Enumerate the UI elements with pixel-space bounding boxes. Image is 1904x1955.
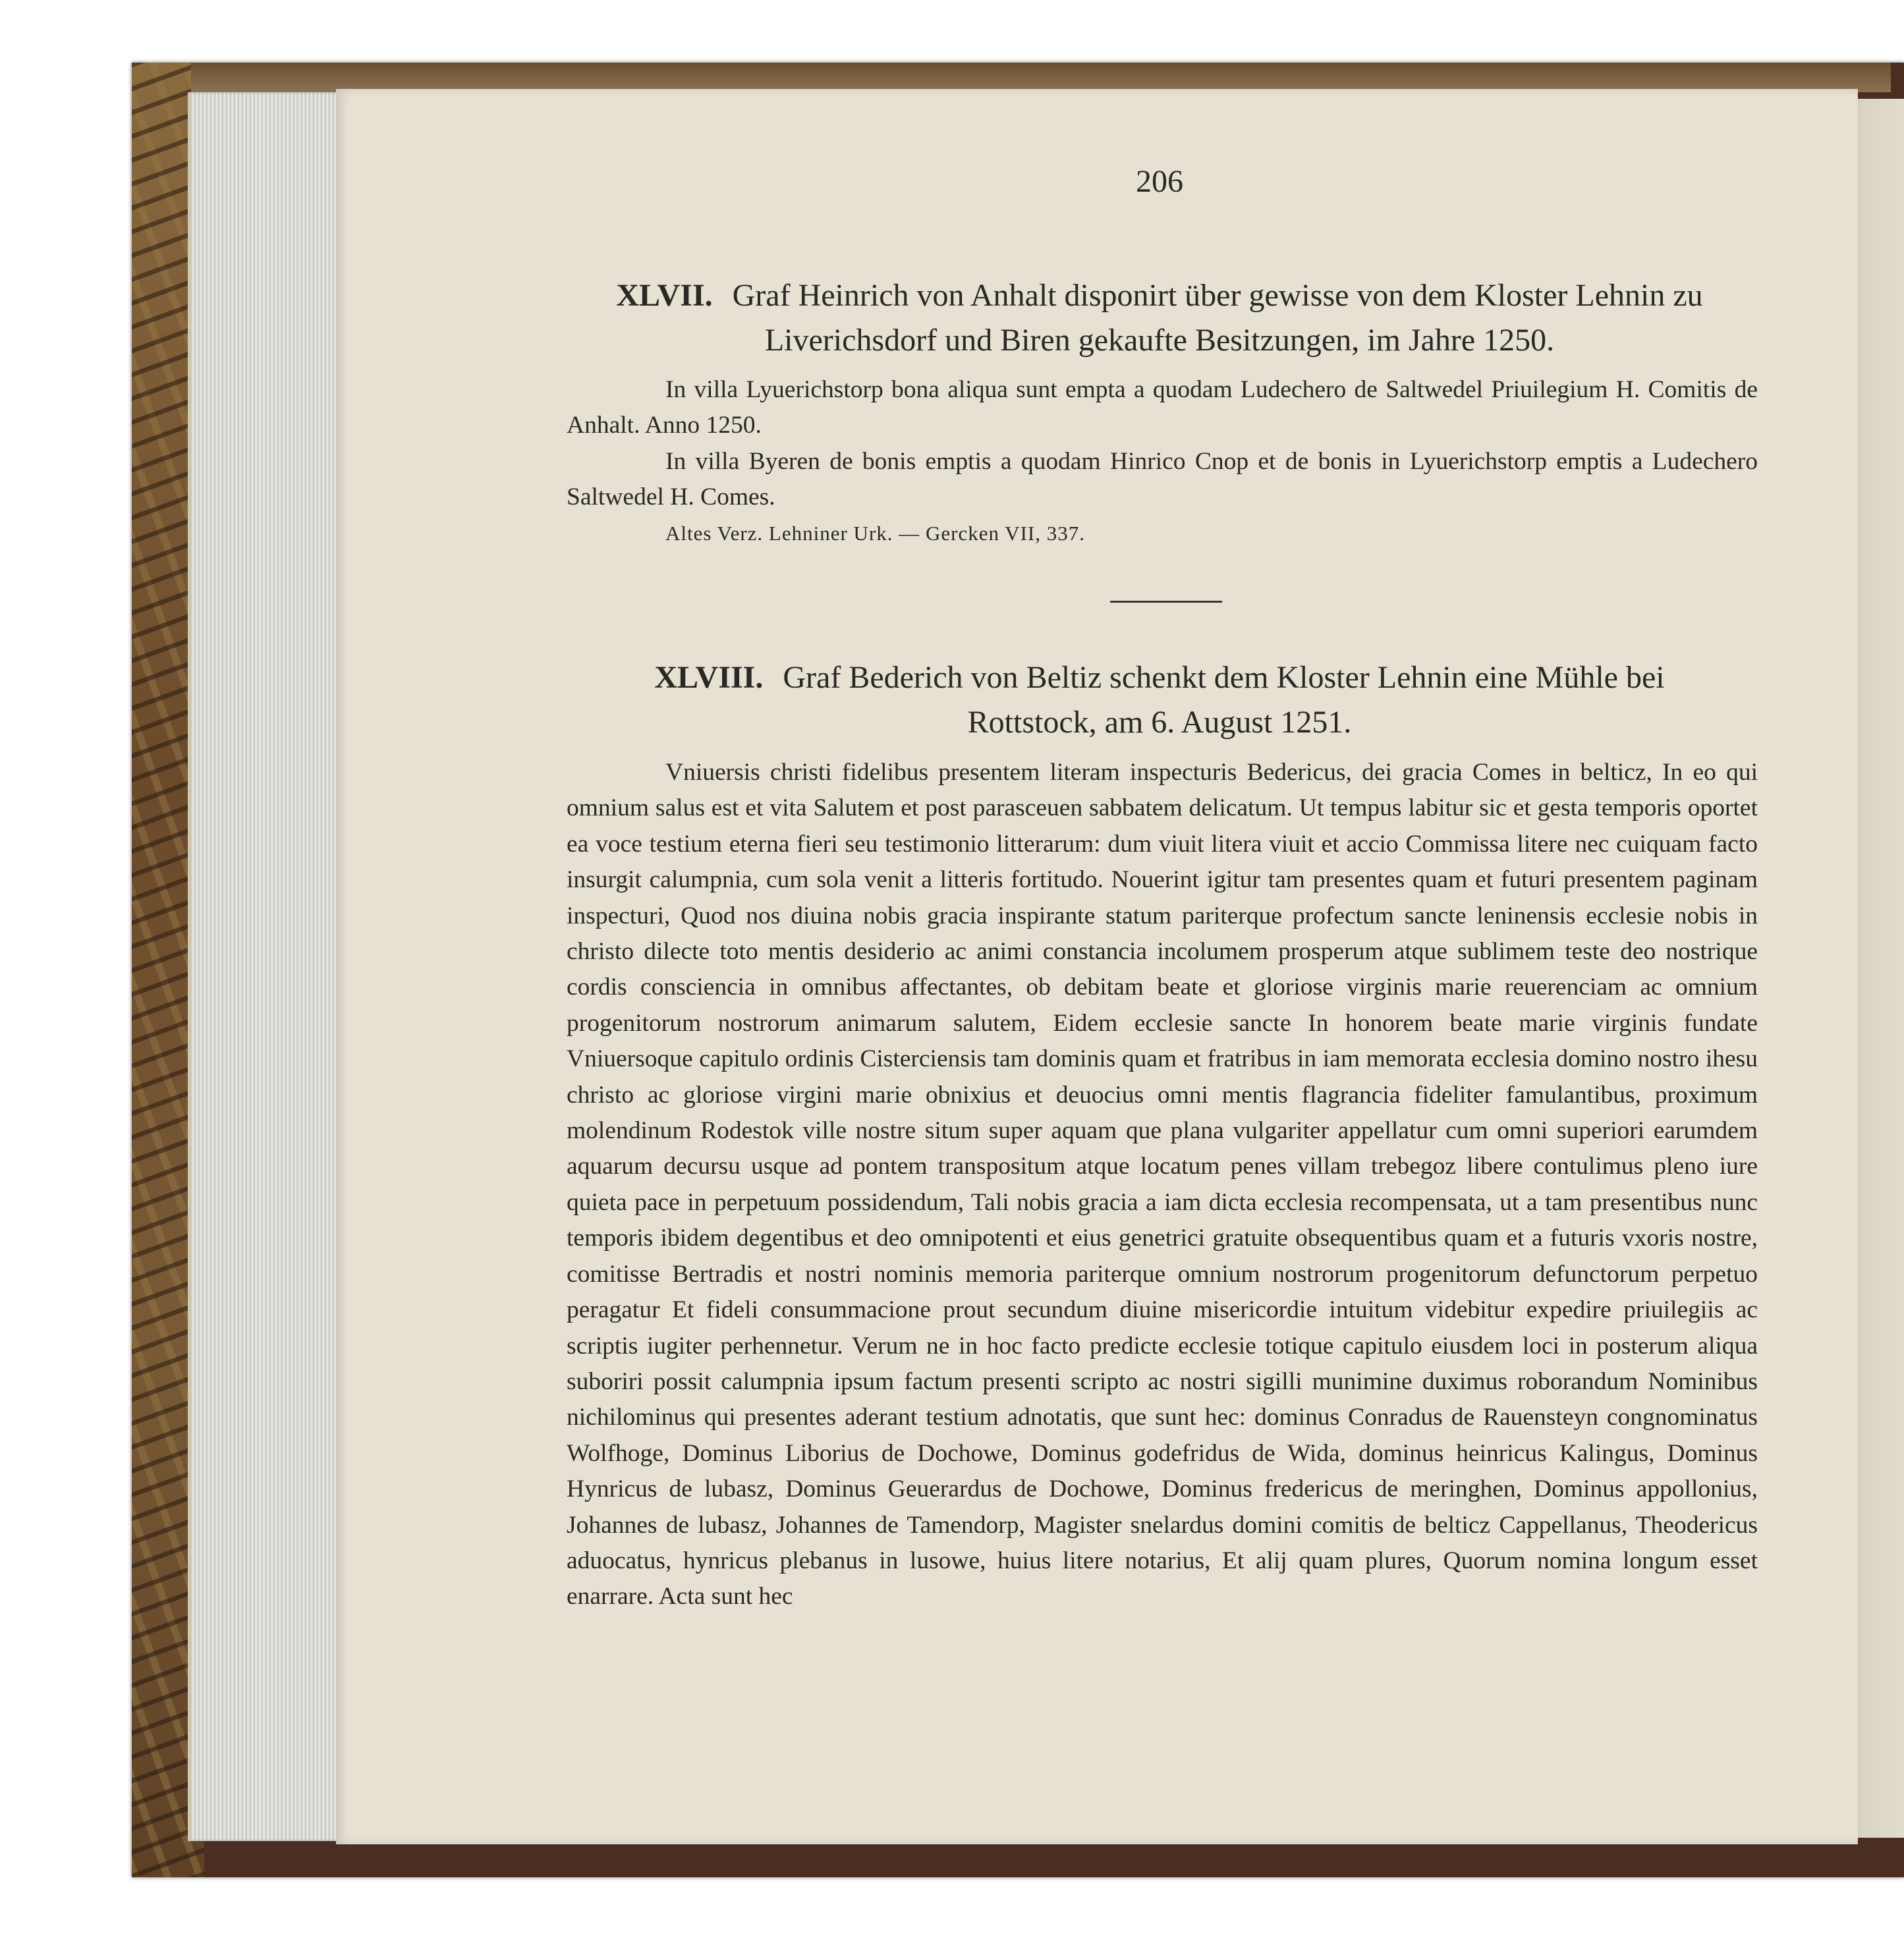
charter-47-source: Altes Verz. Lehniner Urk. — Gercken VII, 337. [665,522,1085,545]
charter-47-paragraph-2: In villa Byeren de bonis emptis a quodam Hinrico Cnop et de bonis in Lyuerichstorp emptis a Ludechero Saltwedel H. Comes. [567,448,1758,511]
charter-47-title: Graf Heinrich von Anhalt disponirt über gewisse von dem Kloster Lehnin zu Liverichsdorf und Biren gekaufte Besitzungen, im Jahre 1250. [732,278,1703,358]
page-number: 206 [1136,164,1183,199]
charter-47-paragraph-1: In villa Lyuerichstorp bona aliqua sunt empta a quodam Ludechero de Saltwedel Priuilegium H. Comitis de Anhalt. Anno 1250. [567,376,1758,439]
cover-top-edge [191,63,1891,92]
charter-48-numeral: XLVIII. [654,660,764,695]
charter-47-numeral: XLVII. [616,278,713,313]
charter-48-body: Vniuersis christi fidelibus presentem literam inspecturis Bedericus, dei gracia Comes in belticz, In eo qui omnium salus est et vita Salutem et post parasceuen sabbatem delicatum. Ut tempus labitur sic et gesta temporis oportet ea voce testium eterna fieri seu testimonio litterarum: dum viuit litera viuit et accio Commissa litere nec cuiquam facto insurgit calumpnia, cum sola venit a litteris fortitudo. Nouerint igitur tam presentes quam et futuri presentem paginam inspecturi, Quod nos diuina nobis gracia inspirante statum pariterque profectum sancte leninensis ecclesie nobis in christo dilecte toto mentis desiderio ac animi constancia incolumem prosperum atque sublimem teste deo nostrique cordis consciencia in omnibus affectantes, ob debitam beate et gloriose virginis marie reuerenciam ac omnium progenitorum nostrorum animarum salutem, Eidem ecclesie sancte In honorem beate marie virginis fundate Vniuersoque capitulo ordinis Cisterciensis tam dominis quam et fratribus in iam memorata ecclesia domino nostro ihesu christo ac gloriose virgini marie obnixius et deuocius omni mentis flagrancia fideliter famulantibus, proximum molendinum Rodestok ville nostre situm super aquam que plana vulgariter appellatur cum omni superiori earumdem aquarum decursu usque ad pontem transpositum atque locatum penes villam trebegoz libere contulimus pleno iure quieta pace in perpetuum possidendum, Tali nobis gracia a iam dicta ecclesia recompensata, ut a tam presentibus nunc temporis ibidem degentibus et deo omnipotenti et eius genetrici gratuite obsequentibus quam et a futuris vxoris nostre, comitisse Bertradis et nostri nominis memoria pariterque omnium nostrorum progenitorum defunctorum perpetuo peragatur Et fideli consummacione prout secundum diuine misericordie intuitum videbitur expedire priuilegiis ac scriptis iugiter perhennetur. Verum ne in hoc facto predicte ecclesie totique capitulo eiusdem loci in posterum aliqua suboriri possit calumpnia ipsum factum presenti scripto ac nostri sigilli munimine duximus roborandum Nominibus nichilominus qui presentes aderant testium adnotatis, que sunt hec: dominus Conradus de Rauensteyn congnominatus Wolfhoge, Dominus Liborius de Dochowe, Dominus godefridus de Wida, dominus heinricus Kalingus, Dominus Hynricus de lubasz, Dominus Geuerardus de Dochowe, Dominus fredericus de meringhen, Dominus appollonius, Johannes de lubasz, Johannes de Tamendorp, Magister snelardus domini comitis de belticz Cappellanus, Theodericus aduocatus, hynricus plebanus in lusowe, huius litere notarius, Et alij quam plures, Quorum nomina longum esset enarrare. Acta sunt hec [567,759,1758,1611]
section-divider [1110,601,1222,603]
charter-48-title: Graf Bederich von Beltiz schenkt dem Kloster Lehnin eine Mühle bei Rottstock, am 6. August 1251. [783,660,1665,740]
page-block-edge [188,92,343,1841]
charter-48-heading [596,655,1723,745]
charter-47-heading [596,273,1723,363]
